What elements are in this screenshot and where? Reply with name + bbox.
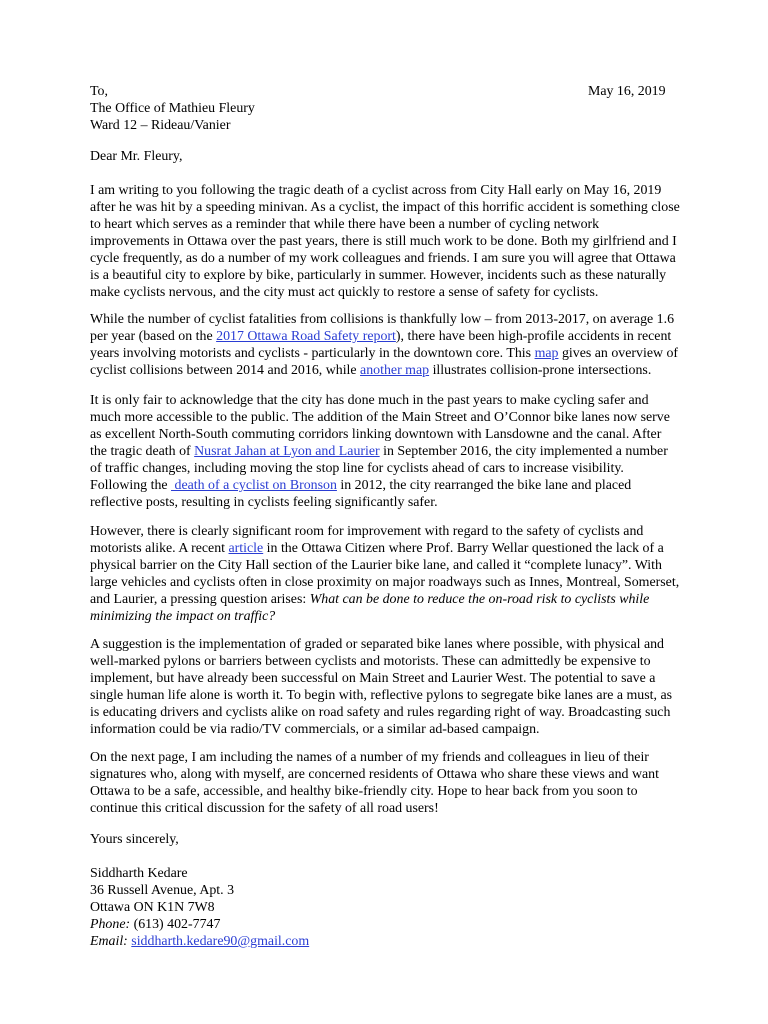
text-fragment: ), there have been high-profile accidents in recent xyxy=(395,329,672,344)
text-fragment: motorists alike. A recent xyxy=(90,541,229,556)
text-line: However, there is clearly significant room for improvement with regard to the safety of cyclists and xyxy=(90,524,644,539)
text-line xyxy=(90,540,680,557)
text-line xyxy=(90,591,680,608)
text-fragment: gives an overview of xyxy=(558,346,679,361)
text-line xyxy=(90,362,680,379)
text-line: as excellent North-South commuting corridors linking downtown with Lansdowne and the canal. After xyxy=(90,427,662,442)
text-line xyxy=(90,477,680,494)
email-label: Email: xyxy=(90,934,128,949)
text-line: large vehicles and cyclists often in close proximity on major roadways such as Innes, Montreal, Somerset, xyxy=(90,575,680,590)
recipient-block xyxy=(90,83,450,134)
salutation: Dear Mr. Fleury, xyxy=(90,149,183,164)
text-line: of traffic changes, including moving the stop line for cyclists ahead of cars to increase visibility. xyxy=(90,461,624,476)
text-line: well-marked pylons or barriers between cyclists and motorists. These can admittedly be expensive to xyxy=(90,654,651,669)
bronson-cyclist-link[interactable]: death of a cyclist on Bronson xyxy=(171,478,337,493)
sender-street: 36 Russell Avenue, Apt. 3 xyxy=(90,883,235,898)
text-fragment: in 2012, the city rearranged the bike lane and placed xyxy=(336,478,632,493)
text-line: reflective posts, resulting in cyclists feeling significantly safer. xyxy=(90,495,438,510)
recipient-office: The Office of Mathieu Fleury xyxy=(90,101,255,116)
paragraph-1 xyxy=(90,182,680,301)
road-safety-report-link[interactable]: 2017 Ottawa Road Safety report xyxy=(216,329,396,344)
paragraph-6 xyxy=(90,749,680,817)
paragraph-5 xyxy=(90,636,680,738)
sender-city: Ottawa ON K1N 7W8 xyxy=(90,900,215,915)
text-line: after he was hit by a speeding minivan. As a cyclist, the impact of this horrific accident is something close xyxy=(90,200,680,215)
recipient-ward: Ward 12 – Rideau/Vanier xyxy=(90,118,231,133)
text-line: I am writing to you following the tragic death of a cyclist across from City Hall early on May 16, 2019 xyxy=(90,183,662,198)
text-line: information could be via radio/TV commercials, or a similar ad-based campaign. xyxy=(90,722,540,737)
question-text: What can be done to reduce the on-road risk to cyclists while xyxy=(309,592,650,607)
text-line: much more accessible to the public. The addition of the Main Street and O’Connor bike lanes now serve xyxy=(90,410,670,425)
sender-name: Siddharth Kedare xyxy=(90,866,188,881)
phone-label: Phone: xyxy=(90,917,131,932)
text-line: make cyclists nervous, and the city must act quickly to restore a sense of safety for cyclists. xyxy=(90,285,599,300)
text-line: Ottawa to be a safe, accessible, and healthy bike-friendly city. Hope to hear back from you soon to xyxy=(90,784,638,799)
question-text: minimizing the impact on traffic? xyxy=(90,609,276,624)
text-fragment: Following the xyxy=(90,478,172,493)
text-line: continue this critical discussion for the safety of all road users! xyxy=(90,801,439,816)
text-line: signatures who, along with myself, are concerned residents of Ottawa who share these views and want xyxy=(90,767,659,782)
text-line: cycle frequently, as do a number of my work colleagues and friends. I am sure you will agree that Ottawa xyxy=(90,251,676,266)
text-fragment: and Laurier, a pressing question arises: xyxy=(90,592,310,607)
signature-block xyxy=(90,865,309,950)
paragraph-4 xyxy=(90,523,680,625)
text-fragment: illustrates collision-prone intersections. xyxy=(429,363,652,378)
text-line: implement, but have already been successful on Main Street and Laurier West. The potential to save a xyxy=(90,671,656,686)
text-line: single human life alone is worth it. To begin with, reflective pylons to segregate bike lanes are a must, as xyxy=(90,688,673,703)
closing: Yours sincerely, xyxy=(90,832,179,847)
email-link[interactable]: siddharth.kedare90@gmail.com xyxy=(131,934,310,949)
text-fragment: the tragic death of xyxy=(90,444,195,459)
text-line: physical barrier on the City Hall section of the Laurier bike lane, and called it “complete lunacy”. With xyxy=(90,558,662,573)
text-line: On the next page, I am including the names of a number of my friends and colleagues in lieu of their xyxy=(90,750,649,765)
text-line: While the number of cyclist fatalities from collisions is thankfully low – from 2013-2017, on average 1.6 xyxy=(90,312,675,327)
text-line xyxy=(90,345,680,362)
text-line: improvements in Ottawa over the past years, there is still much work to be done. Both my girlfriend and I xyxy=(90,234,677,249)
sender-phone-line xyxy=(90,916,309,933)
text-line: A suggestion is the implementation of graded or separated bike lanes where possible, with physical and xyxy=(90,637,665,652)
intersection-map-link[interactable]: another map xyxy=(360,363,430,378)
text-fragment: in the Ottawa Citizen where Prof. Barry Wellar questioned the lack of a xyxy=(263,541,664,556)
nusrat-jahan-link[interactable]: Nusrat Jahan at Lyon and Laurier xyxy=(194,444,380,459)
text-fragment: cyclist collisions between 2014 and 2016, while xyxy=(90,363,361,378)
phone-number: (613) 402-7747 xyxy=(130,917,221,932)
paragraph-2 xyxy=(90,311,680,379)
text-fragment: per year (based on the xyxy=(90,329,217,344)
text-line xyxy=(90,328,680,345)
paragraph-3 xyxy=(90,392,680,511)
text-line: is a beautiful city to explore by bike, particularly in summer. However, incidents such as these naturally xyxy=(90,268,667,283)
letter-date: May 16, 2019 xyxy=(588,84,666,99)
sender-email-line xyxy=(90,933,309,950)
text-line: It is only fair to acknowledge that the city has done much in the past years to make cycling safer and xyxy=(90,393,649,408)
text-fragment: years involving motorists and cyclists - particularly in the downtown core. This xyxy=(90,346,535,361)
citizen-article-link[interactable]: article xyxy=(228,541,264,556)
text-fragment: in September 2016, the city implemented a number xyxy=(379,444,668,459)
text-line: is educating drivers and cyclists alike on road safety and rules regarding right of way. Broadcasting such xyxy=(90,705,671,720)
recipient-to: To, xyxy=(90,84,108,99)
collision-map-link[interactable]: map xyxy=(534,346,559,361)
text-line xyxy=(90,443,680,460)
text-line: to heart which serves as a reminder that while there have been a number of cycling network xyxy=(90,217,600,232)
